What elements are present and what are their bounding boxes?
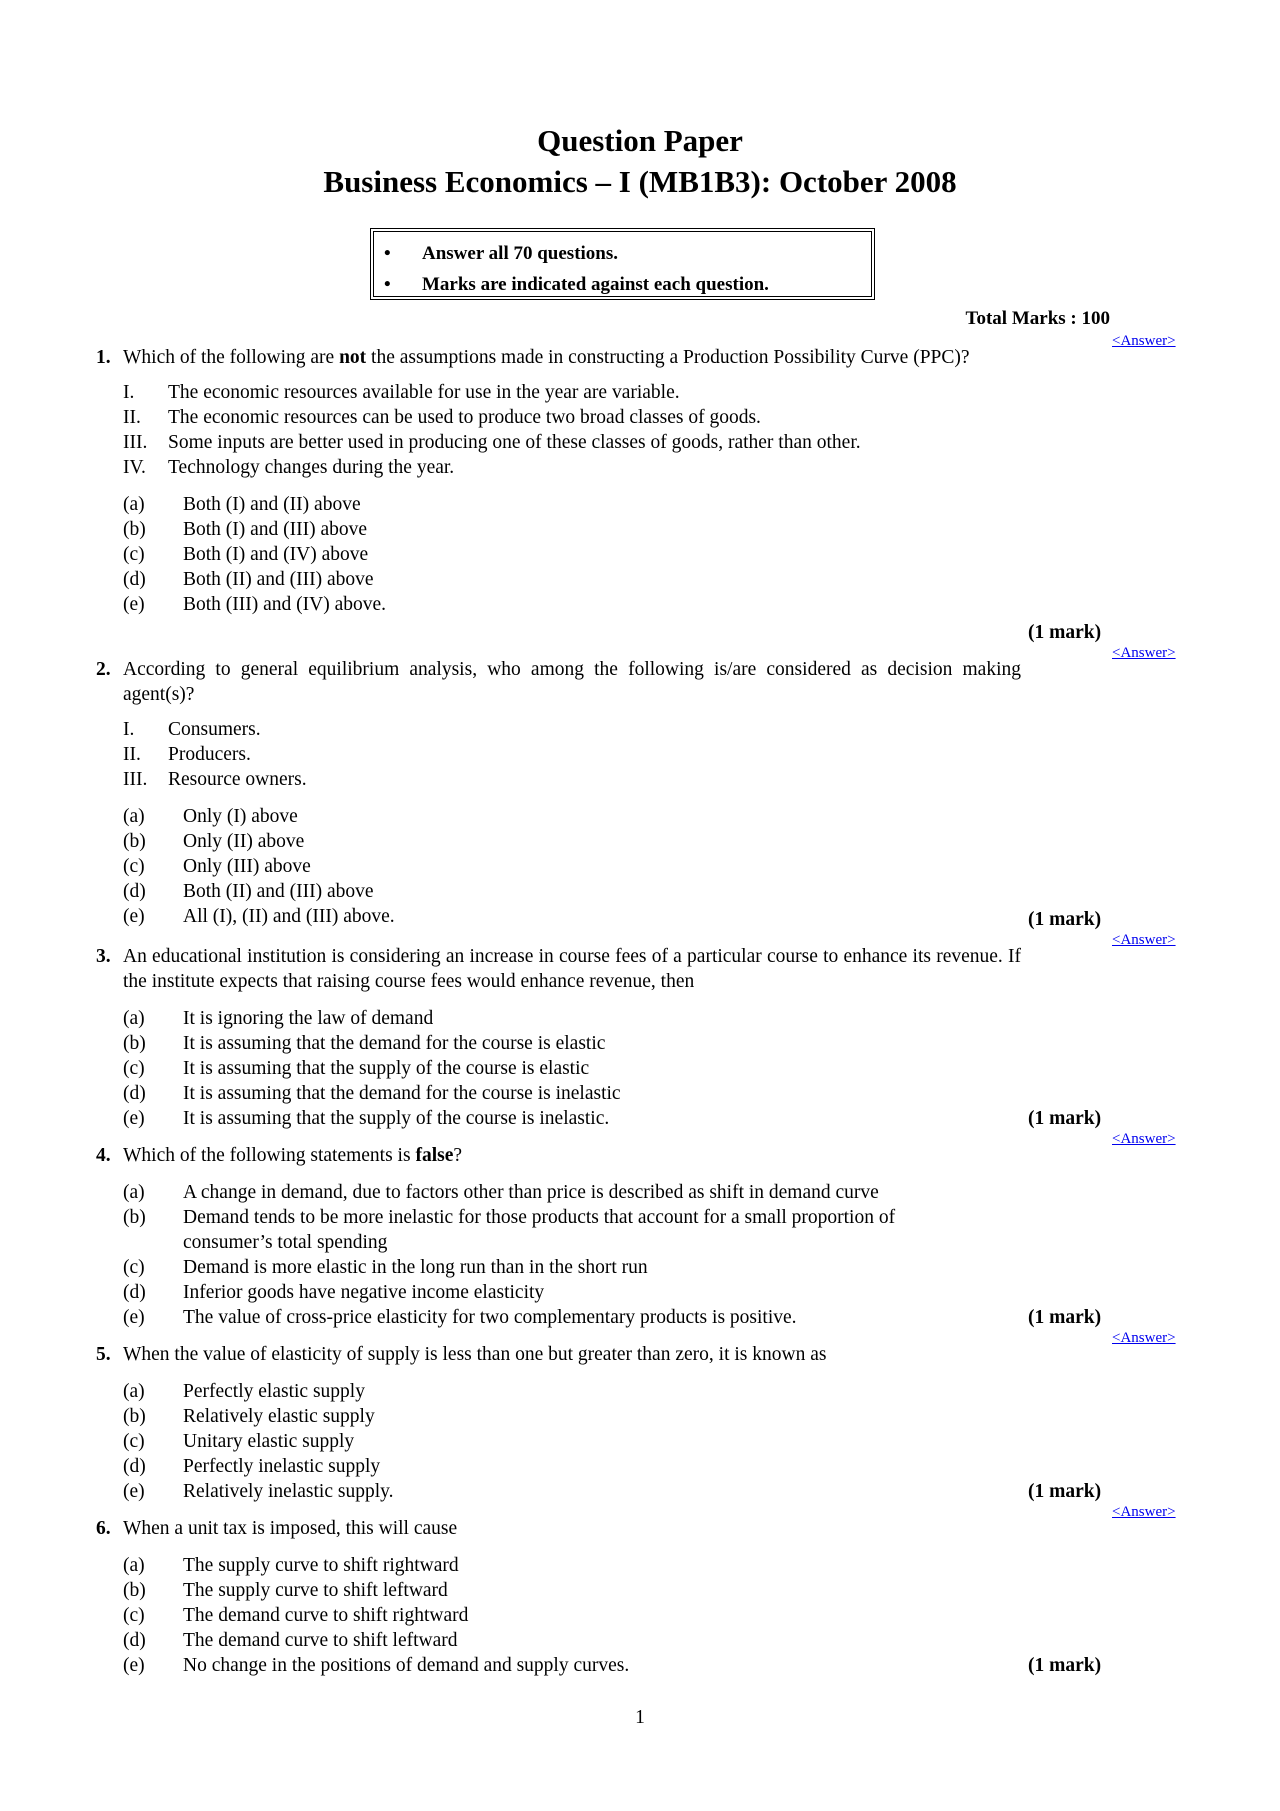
question-number: 1. (96, 347, 111, 368)
option: (d) It is assuming that the demand for the course is inelastic (123, 1083, 621, 1104)
question-stem (96, 1143, 1021, 1168)
question-2 (96, 657, 1021, 929)
instruction-item (384, 269, 861, 300)
question-text: According to general equilibrium analysis, who among the following is/are considered as decision making agent(s)? (123, 659, 1021, 705)
page-title: Question Paper (537, 123, 743, 158)
option: (e) All (I), (II) and (III) above. (123, 906, 395, 927)
question-5 (96, 1342, 1021, 1504)
option: (a) Only (I) above (123, 806, 298, 827)
option: (a) Both (I) and (II) above (123, 494, 361, 515)
statement-list (123, 380, 1021, 480)
statement: II. Producers. (123, 744, 251, 765)
question-stem (96, 345, 1021, 370)
statement: III. Resource owners. (123, 769, 307, 790)
statement: I. The economic resources available for use in the year are variable. (123, 382, 680, 403)
question-text: When the value of elasticity of supply is less than one but greater than zero, it is known as (123, 1344, 827, 1365)
option-list (123, 1180, 1021, 1330)
option: (c) Only (III) above (123, 856, 311, 877)
option: (e) Both (III) and (IV) above. (123, 594, 387, 615)
option: (d) The demand curve to shift leftward (123, 1630, 458, 1651)
question-number: 2. (96, 659, 111, 680)
option: (b) Relatively elastic supply (123, 1406, 375, 1427)
mark-label-q2: (1 mark) (1028, 909, 1102, 930)
option: (b) It is assuming that the demand for the course is elastic (123, 1033, 606, 1054)
option: (d) Both (II) and (III) above (123, 881, 374, 902)
question-stem (96, 1342, 1021, 1367)
question-3 (96, 944, 1021, 1131)
option: (a) Perfectly elastic supply (123, 1381, 365, 1402)
statement: III. Some inputs are better used in producing one of these classes of goods, rather than other. (123, 432, 861, 453)
option: (b) Both (I) and (III) above (123, 519, 368, 540)
question-text: Which of the following are not the assumptions made in constructing a Production Possibility Curve (PPC)? (123, 347, 970, 368)
option: (d) Perfectly inelastic supply (123, 1456, 381, 1477)
question-stem (96, 657, 1021, 707)
option: (c) Both (I) and (IV) above (123, 544, 369, 565)
question-text: When a unit tax is imposed, this will cause (123, 1518, 458, 1539)
option: (a) A change in demand, due to factors other than price is described as shift in demand curve (123, 1182, 879, 1203)
bullet-icon: • (384, 243, 391, 264)
question-6 (96, 1516, 1021, 1678)
question-stem (96, 944, 1021, 994)
answer-link-q5[interactable]: <Answer> (1112, 1330, 1176, 1346)
option: (c) Unitary elastic supply (123, 1431, 355, 1452)
option: (c) Demand is more elastic in the long run than in the short run (123, 1257, 648, 1278)
option: (a) The supply curve to shift rightward (123, 1555, 459, 1576)
mark-label-q5: (1 mark) (1028, 1481, 1102, 1502)
option: (a) It is ignoring the law of demand (123, 1008, 434, 1029)
instruction-text: Answer all 70 questions. (422, 243, 619, 264)
option: (c) It is assuming that the supply of the course is elastic (123, 1058, 590, 1079)
answer-link-q1[interactable]: <Answer> (1112, 333, 1176, 349)
option-list (123, 1379, 1021, 1504)
bullet-icon: • (384, 274, 391, 295)
page-number: 1 (635, 1707, 645, 1728)
question-text: An educational institution is considering an increase in course fees of a particular course to enhance its revenue. If the institute expects that raising course fees would enhance revenue, then (123, 946, 1021, 992)
question-stem (96, 1516, 1021, 1541)
answer-link-q6[interactable]: <Answer> (1112, 1504, 1176, 1520)
mark-label-q6: (1 mark) (1028, 1655, 1102, 1676)
question-4 (96, 1143, 1021, 1330)
option: (b) Demand tends to be more inelastic for those products that account for a small proportion of consumer’s total spending (123, 1207, 896, 1253)
statement: II. The economic resources can be used to produce two broad classes of goods. (123, 407, 761, 428)
option: (d) Both (II) and (III) above (123, 569, 374, 590)
total-marks: Total Marks : 100 (965, 308, 1110, 329)
instruction-text: Marks are indicated against each question. (422, 274, 769, 295)
option-list (123, 1006, 1021, 1131)
question-text: Which of the following statements is false? (123, 1145, 463, 1166)
option: (c) The demand curve to shift rightward (123, 1605, 469, 1626)
option: (e) The value of cross-price elasticity for two complementary products is positive. (123, 1307, 797, 1328)
answer-link-q4[interactable]: <Answer> (1112, 1131, 1176, 1147)
option: (d) Inferior goods have negative income elasticity (123, 1282, 545, 1303)
question-1 (96, 345, 1021, 617)
option: (e) No change in the positions of demand and supply curves. (123, 1655, 630, 1676)
option: (e) It is assuming that the supply of the course is inelastic. (123, 1108, 610, 1129)
mark-label-q3: (1 mark) (1028, 1108, 1102, 1129)
mark-label-q1: (1 mark) (1028, 622, 1102, 643)
mark-label-q4: (1 mark) (1028, 1307, 1102, 1328)
statement: I. Consumers. (123, 719, 261, 740)
question-number: 4. (96, 1145, 111, 1166)
statement: IV. Technology changes during the year. (123, 457, 455, 478)
option-list (123, 492, 1021, 617)
instructions-box (370, 228, 875, 300)
answer-link-q3[interactable]: <Answer> (1112, 932, 1176, 948)
page-subtitle: Business Economics – I (MB1B3): October 2008 (323, 164, 957, 199)
option-list (123, 1553, 1021, 1678)
option: (b) The supply curve to shift leftward (123, 1580, 448, 1601)
instruction-item (384, 238, 861, 269)
question-number: 3. (96, 946, 111, 967)
question-number: 5. (96, 1344, 111, 1365)
option: (b) Only (II) above (123, 831, 305, 852)
question-number: 6. (96, 1518, 111, 1539)
answer-link-q2[interactable]: <Answer> (1112, 645, 1176, 661)
statement-list (123, 717, 1021, 792)
option-list (123, 804, 1021, 929)
option: (e) Relatively inelastic supply. (123, 1481, 394, 1502)
